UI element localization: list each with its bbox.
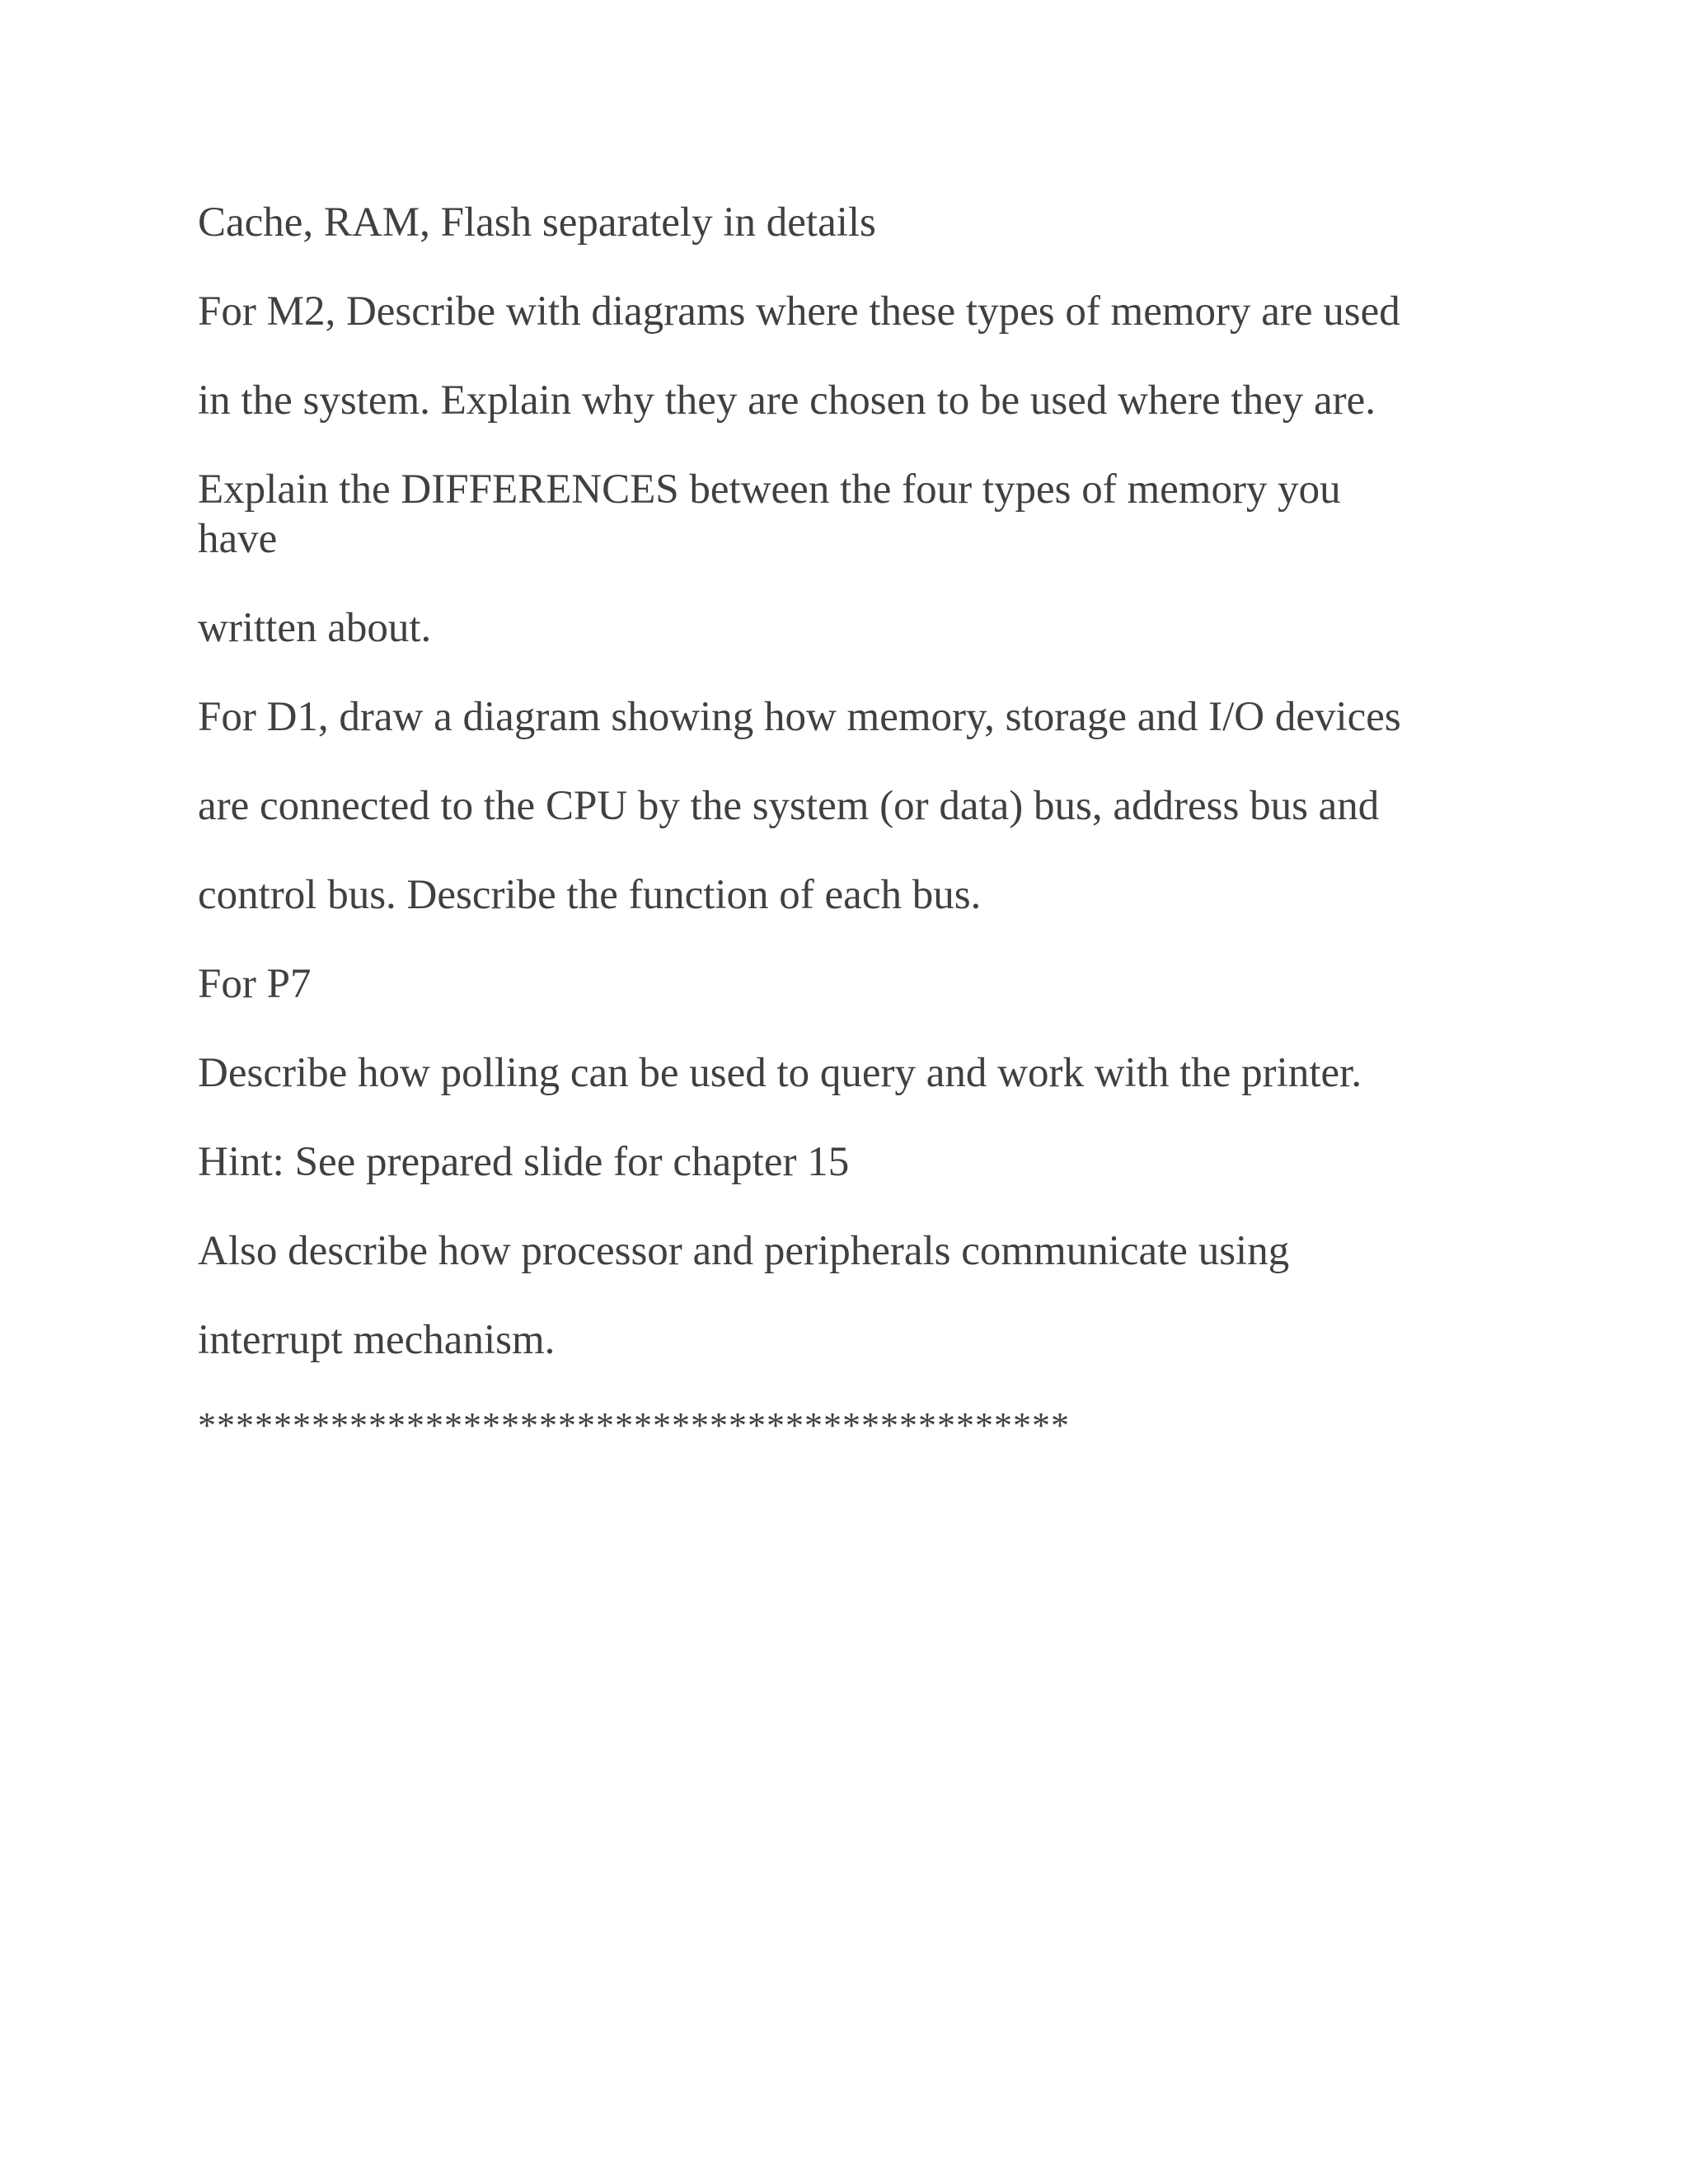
text-line-4: Explain the DIFFERENCES between the four types of memory you: [198, 466, 1341, 513]
text-line-10: For P7: [198, 961, 312, 1007]
text-line-14: interrupt mechanism.: [198, 1317, 556, 1363]
text-line-12: Hint: See prepared slide for chapter 15: [198, 1139, 850, 1185]
text-line-2: For M2, Describe with diagrams where these types of memory are used: [198, 288, 1400, 335]
text-line-3: in the system. Explain why they are chosen to be used where they are.: [198, 377, 1376, 424]
text-line-8: are connected to the CPU by the system (or data) bus, address bus and: [198, 783, 1380, 829]
text-line-9: control bus. Describe the function of each bus.: [198, 872, 982, 918]
text-line-7: For D1, draw a diagram showing how memory, storage and I/O devices: [198, 694, 1401, 740]
text-line-1: Cache, RAM, Flash separately in details: [198, 199, 876, 246]
text-line-5: have: [198, 516, 278, 562]
text-line-11: Describe how polling can be used to query and work with the printer.: [198, 1050, 1362, 1096]
text-line-6: written about.: [198, 605, 432, 651]
separator-asterisks: **********************************************: [198, 1405, 1070, 1446]
text-line-13: Also describe how processor and peripherals communicate using: [198, 1228, 1290, 1274]
